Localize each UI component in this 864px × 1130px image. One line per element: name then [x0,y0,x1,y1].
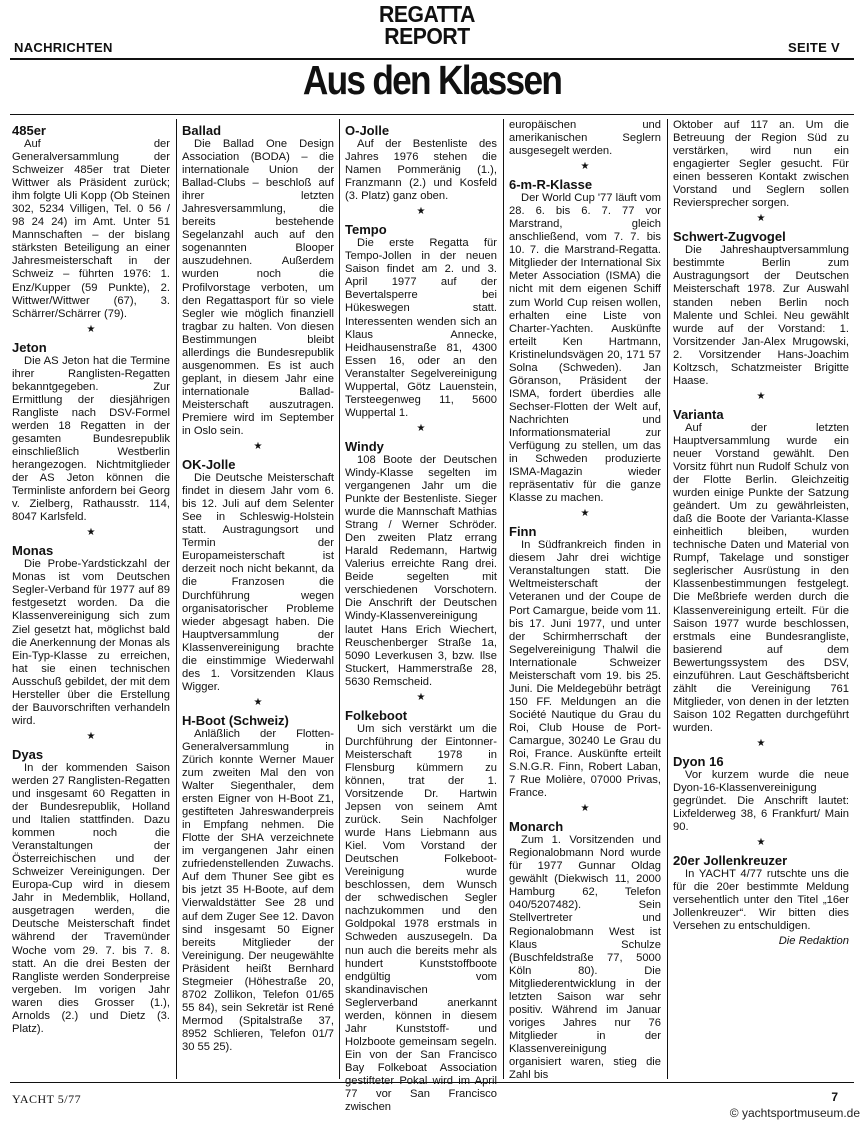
star-separator-icon: ★ [756,390,766,402]
article-heading: H-Boot (Schweiz) [182,712,289,728]
article [182,713,334,1054]
article-body: Oktober auf 117 an. Um die Betreuung der Region Süd zu verstärken, wird nun ein engagierter Segler gesucht. Für einen besseren Kontakt zwischen Vorstand und Seglern sollen Reviersprecher sorgen. [673,119,849,210]
article-heading: Schwert-Zugvogel [673,229,786,245]
article-heading: Dyon 16 [673,753,724,769]
article [509,524,661,800]
star-separator-icon: ★ [580,803,590,815]
star-separator-icon: ★ [86,527,96,539]
column-2 [182,119,334,1079]
article-body: In YACHT 4/77 rutschte uns die für die 20er bestimmte Meldung versehentlich unter den Titel „16er Jollenkreuzer“. Wir bitten dies Versehen zu entschuldigen. [673,868,849,933]
article [12,340,170,525]
article-heading: OK-Jolle [182,457,236,473]
article-heading: 20er Jollenkreuzer [673,853,788,869]
article [182,457,334,694]
article-heading: Varianta [673,406,724,422]
article-body: Die Jahreshauptversammlung bestimmte Berlin zum Austragungsort der Deutschen Meisterschaft 1978. Zur Auswahl standen neben Berlin noch Malente und Schlei. Neu gewählt wurde auf der Vorstand: 1. Vorsitzender Jan-Alex Mrugowski, 2. Vorsitzender Hans-Joachim Koltzsch, Schatzmeister Brigitte Haase. [673,244,849,387]
article [509,819,661,1082]
column-1 [12,119,170,1079]
article-body: Die Deutsche Meisterschaft findet in diesem Jahr vom 6. bis 12. Juli auf dem Selenter See in Schleswig-Holstein statt. Austragungsort und Termin der Europameisterschaft ist derzeit noch nicht bekannt, da die Franzosen die Durchführung wegen organisatorischer Probleme wieder abgesagt haben. Die Hauptversammlung der Klassenvereinigung brachte die einstimmige Wiederwahl des 1. Vorsitzenden Klaus Wigger. [182,472,334,693]
column-divider [339,119,340,1079]
article-body: In der kommenden Saison werden 27 Ranglisten-Regatten und insgesamt 60 Regatten in der Bundesrepublik, Holland und Italien stattfinden. Dazu kommen noch die Veranstaltungen der Österreichischen und der Schweizer Vereinigungen. Der Europa-Cup wird in diesem Jahr in Medemblik, Holland, ausgetragen werden, die Deutsche Meisterschaft findet während der Travemünder Woche vom 29. 7. bis 7. 8. statt. An die drei Besten der Rangliste werden Sonderpreise vergeben. Im vorigen Jahr waren dies Grosser (1.), Arnolds (2.) und Dietz (3. Platz). [12,761,170,1035]
logo-line-1: REGATTA [379,1,475,27]
star-separator-icon: ★ [253,696,263,708]
column-3 [345,119,497,1114]
article-body: 108 Boote der Deutschen Windy-Klasse segelten im vergangenen Jahr um die Punkte der Bestenliste. Sieger wurde die Mannschaft Mathias Strang / Werner Schröder. Den zweiten Platz errang Harald Redemann, Hartwig Valerius erreichte Rang drei. Beide segelten mit verschiedenen Vorschotern. Die Anschrift der Deutschen Windy-Klassenvereinigung lautet Hans Erich Wiechert, Reuschenberger Straße 1a, 5090 Leverkusen 3, bzw. Ilse Stuckert, Hammerstraße 28, 5630 Remscheid. [345,453,497,688]
article-heading: Dyas [12,746,44,762]
article-heading: Monas [12,543,54,559]
column-divider [503,119,504,1079]
star-separator-icon: ★ [756,213,766,225]
article [673,229,849,388]
article-body: Auf der letzten Hauptversammlung wurde ein neuer Vorstand gewählt. Den Vorsitz führt nun Rudolf Schulz von der Flotte Berlin. Gleichzeitig wurden einige Punkte der Satzung geändert. Um zu gewährleisten, daß die Boote der Varianta-Klasse einheitlich bleiben, wurden technische Daten und Material von Rumpf, Takelage und sonstiger seglerischer Ausrüstung in den Klassenbestimmungen festgelegt. Die Meßbriefe werden durch die Klassenvereinigung erteilt. Für die Saison 1977 wurde beschlossen, erstmals eine Bundesrangliste, basierend auf dem Bewertungssystem des DSV, einzuführen. Laut Geschäftsbericht zählt die Vereinigung 761 Mitglieder, von denen in der letzten Saison 102 Regatten durchgeführt wurden. [673,421,849,734]
star-separator-icon: ★ [416,206,426,218]
article [345,222,497,420]
article-heading: 485er [12,123,46,138]
article-heading: Jeton [12,339,47,355]
article-heading: Folkeboot [345,707,408,723]
star-separator-icon: ★ [86,323,96,335]
article-heading: 6-m-R-Klasse [509,177,593,193]
article-body: Die erste Regatta für Tempo-Jollen in der neuen Saison findet am 2. und 3. April 1977 auf der Bevertalsperre bei Hükeswegen statt. Interessenten wenden sich an Klaus Annecke, Heidhausenstraße 81, 4300 Essen 16, oder an den Veranstalter Segelvereinigung Wuppertal, Götz Lauenstein, Tersteegenweg 11, 5600 Wuppertal 1. [345,237,497,419]
page-label: SEITE V [788,40,840,55]
star-separator-icon: ★ [756,737,766,749]
article [345,439,497,689]
article-body: Anläßlich der Flotten-Generalversammlung in Zürich konnte Werner Mauer zum zweiten Mal den von Walter Siegenthaler, dem ersten Eigner von H-Boot Z1, gestifteten Jahreswanderpreis in Empfang nehmen. Die Flotte der SHA verzeichnete im vergangenen Jahr einen zufriedenstellenden Zuwachs. Auf dem Thuner See gibt es bis jetzt 35 H-Boote, auf dem Vierwaldstätter See 28 und auf dem Zuger See 12. Davon sind insgesamt 50 Eigner bereits Mitglieder der Vereinigung. Der neugewählte Präsident heißt Bernhard Stegmeier (Höhestraße 20, 8702 Zollikon, Telefon 01/65 55 84), sein Sekretär ist René Mermod (Spitalstraße 37, 8952 Schlieren, Telefon 01/7 30 55 25). [182,727,334,1053]
article-body: Vor kurzem wurde die neue Dyon-16-Klassenvereinigung gegründet. Die Anschrift lautet: Lixfelderweg 38, 6 Frankfurt/ Main 90. [673,768,849,834]
article-heading: Windy [345,438,384,454]
star-separator-icon: ★ [253,441,263,453]
article [673,119,849,210]
article-heading: Monarch [509,819,564,835]
article [673,754,849,834]
star-separator-icon: ★ [756,837,766,849]
article-body: Auf der Generalversammlung der Schweizer 485er trat Dieter Wittwer als Präsident zurück; ihm folgte Uli Kopp (Ob Steinen 302, 5234 Villigen, Tel. 0 56 / 98 24 24) im Amt. Unter 51 Mannschaften – der bislang stärksten Beteiligung an einer Jahresmeisterschaft in der Schweiz – führten 1976: 1. Enz/Kupper (59 Punkte), 2. Wittwer/Wittwer (67), 3. Schärrer/Schärrer (79). [12,138,170,320]
page-number: 7 [831,1090,838,1104]
issue-label: YACHT 5/77 [12,1092,82,1106]
article-body: Die Probe-Yardstickzahl der Monas ist vom Deutschen Segler-Verband für 1977 auf 89 festgesetzt worden. Da die Klassenvereinigung sich zum Ziel gesetzt hat, möglichst bald die Anerkennung der Monas als Ein-Typ-Klasse zu erreichen, hat sie einen technischen Ausschuß gebildet, der mit dem Hersteller über die Erstellung der Bauvorschriften verhandeln wird. [12,558,170,727]
article-body: europäischen und amerikanischen Seglern ausgesegelt werden. [509,119,661,158]
article-heading: O-Jolle [345,123,390,138]
article-heading: Ballad [182,123,222,138]
star-separator-icon: ★ [580,161,590,173]
column-5 [673,119,849,1079]
article [509,177,661,505]
column-divider [667,119,668,1079]
article-body: Zum 1. Vorsitzenden und Regionalobmann Nord wurde für 1977 Gunnar Oldag gewählt (Diekwisch 11, 2000 Hamburg 62, Telefon 040/5207482). Sein Stellvertreter und Regionalobmann West ist Klaus Schulze (Buschfeldstraße 77, 5000 Köln 80). Die Mitgliederentwicklung in der letzten Saison war sehr positiv. Während im Januar voriges Jahres nur 76 Mitglieder in der Klassenvereinigung organisiert waren, stieg die Zahl bis [509,834,661,1082]
star-separator-icon: ★ [580,508,590,520]
watermark: © yachtsportmuseum.de [729,1106,860,1120]
section-label: NACHRICHTEN [14,40,113,55]
column-divider [176,119,177,1079]
article-body: Die AS Jeton hat die Termine ihrer Ranglisten-Regatten bekanntgegeben. Zur Ermittlung der diesjährigen Rangliste nach DSV-Formel werden 18 Regatten in der gesamten Bundesrepublik einschließlich Westberlin herangezogen. Nichtmitglieder der AS Jeton können die Terminliste anfordern bei Georg v. Zielberg, Rathausstr. 114, 8047 Karlsfeld. [12,354,170,524]
article-body: Der World Cup '77 läuft vom 28. 6. bis 6. 7. 77 vor Marstrand, gleich anschließend, vom 7. 7. bis 10. 7. die Marstrand-Regatta. Mitglieder der International Six Meter Association (ISMA) die nicht mit dem eigenen Schiff zum World Cup reisen wollen, erhalten eine Liste von Charter-Yachten. Auskünfte erteilt Ken Hartmann, Kristinelundsvägen 20, 171 57 Solna (Schweden). Jan Göranson, Präsident der ISMA, fordert überdies alle Sechser-Flotten der Welt auf, Nachrichten und Informationsmaterial zur Verfügung zu stellen, um das in Schweden produzierte ISMA-Magazin wieder repräsentativ für die ganze Klasse zu machen. [509,192,661,505]
column-4 [509,119,661,1082]
editor-signature: Die Redaktion [778,935,849,948]
star-separator-icon: ★ [416,691,426,703]
article-heading: Finn [509,524,537,540]
article [12,123,170,321]
logo-line-2: REPORT [384,22,470,49]
article [509,119,661,158]
regatta-report-logo [372,1,482,49]
article [345,708,497,1114]
article [12,747,170,1036]
article-body: Um sich verstärkt um die Durchführung der Eintonner-Meisterschaft 1978 in Flensburg kümmern zu können, trat der 1. Vorsitzende Dr. Hartwin Jepsen von seinem Amt zurück. Sein Nachfolger wurde Hans Liebmann aus Kiel. Vom Vorstand der Deutschen Folkeboot-Vereinigung wurde beschlossen, dem Wunsch der schwedischen Segler nachzukommen und den Goldpokal 1978 erstmals in Schweden auszusegeln. Da nun auch die bereits mehr als hundert Kunststoffboote endgültig vom skandinavischen Seglerverband anerkannt werden, können in diesem Jahr Kunststoff- und Holzboote gemeinsam segeln. Ein von der San Francisco Bay Folkeboat Association gestifteter Pokal wird im April 77 vor San Francisco zwischen [345,722,497,1114]
star-separator-icon: ★ [416,422,426,434]
title-rule [10,114,854,115]
article [345,123,497,203]
article-body: In Südfrankreich finden in diesem Jahr drei wichtige Veranstaltungen statt. Die Weltmeisterschaft der Veteranen und der Coupe de Port Camargue, beide vom 11. bis 17. Juni 1977, und unter der Schirmherrschaft der Segelvereinigung Thalwil die Internationale Schweizer Meisterschaft vom 19. bis 25. Juni. Die Meldegebühr beträgt 150 FF. Meldungen an die Société Nautique du Grau du Roi, Club House de Port-Camargue, 30240 Le Grau du Roi, France. Auskünfte erteilt S.N.G.R. Finn, Robert Laban, 7 Rue Molière, 07000 Privas, France. [509,539,661,800]
bottom-rule [10,1082,854,1083]
article [12,543,170,728]
article [673,853,849,933]
star-separator-icon: ★ [86,730,96,742]
article [673,407,849,735]
article [182,123,334,438]
article-heading: Tempo [345,222,387,238]
article-body: Auf der Bestenliste des Jahres 1976 stehen die Namen Pommeränig (1.), Franzmann (2.) und Kosfeld (3. Platz) ganz oben. [345,138,497,203]
article-body: Die Ballad One Design Association (BODA) – die internationale Union der Ballad-Clubs – beschloß auf ihrer letzten Jahresversammlung, die bereits bestehende Segelanzahl auch auf den sogenannten Blooper auszudehnen. Außerdem wurden noch die Profilvorstage verboten, um den Regattasport für so viele Segler wie möglich finanziell tragbar zu halten. Von diesen Bestimmungen bleibt allerdings die Bundesrepublik ausgenommen. Es ist auch geplant, in diesem Jahr eine internationale Ballad-Meisterschaft auszutragen. Premiere wird im September in Oslo sein. [182,138,334,438]
page-title: Aus den Klassen [302,57,562,103]
